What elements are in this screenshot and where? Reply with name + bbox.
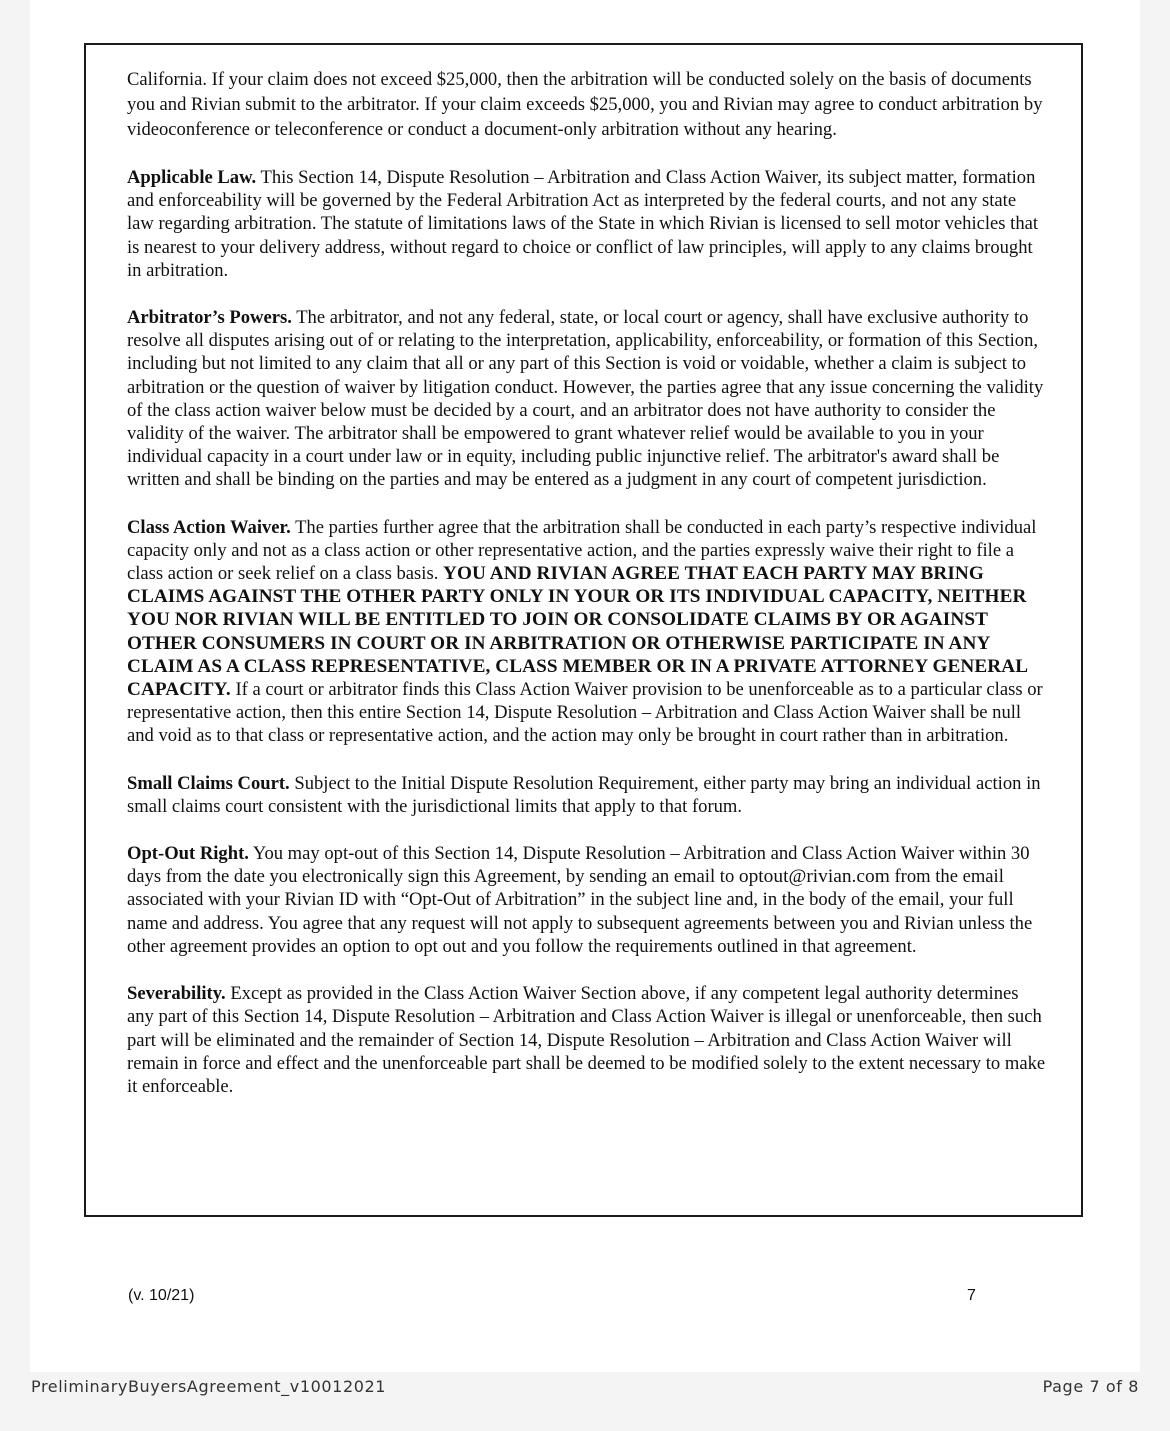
paragraph-text: California. If your claim does not exceed $25,000, then the arbitration will be conducted solely on the basis of documents you and Rivian submit to the arbitrator. If your claim exceeds $25,000, you and Rivian may agree to conduct arbitration by videoconference or teleconference or conduct a document-only arbitration without any hearing.	[127, 69, 1043, 140]
paragraph-heading: Class Action Waiver.	[127, 516, 291, 538]
paragraph-heading: Opt-Out Right.	[127, 843, 249, 865]
opt-out-email: optout@rivian.com	[738, 866, 890, 888]
section-content	[127, 67, 1047, 1122]
paragraph-text: You may opt-out of this Section 14, Dispute Resolution – Arbitration and Class Action Waiver within 30 days from the date you electronically sign this Agreement, by sending an email to	[127, 843, 1030, 888]
paragraph-text: The parties further agree that the arbitration shall be conducted in each party’s respective individual capacity only and not as a class action or other representative action, and the parties expressly waive their right to file a class action or seek relief on a class basis.	[127, 516, 1037, 585]
footer-version: (v. 10/21)	[128, 1287, 195, 1304]
document-page[interactable]	[30, 0, 1140, 1372]
page-indicator: Page 7 of 8	[1042, 1377, 1139, 1396]
paragraph-emphasis-text: YOU AND RIVIAN AGREE THAT EACH PARTY MAY BRING CLAIMS AGAINST THE OTHER PARTY ONLY IN YOUR OR ITS INDIVIDUAL CAPACITY, NEITHER YOU NOR RIVIAN WILL BE ENTITLED TO JOIN OR CONSOLIDATE CLAIMS BY OR AGAINST OTHER CONSUMERS IN COURT OR IN ARBITRATION OR OTHERWISE PARTICIPATE IN ANY CLAIM AS A CLASS REPRESENTATIVE, CLASS MEMBER OR IN A PRIVATE ATTORNEY GENERAL CAPACITY.	[127, 563, 1028, 701]
document-file-name: PreliminaryBuyersAgreement_v10012021	[31, 1377, 387, 1396]
footer-page-number: 7	[967, 1287, 976, 1304]
paragraph-text-after: If a court or arbitrator finds this Class Action Waiver provision to be unenforceable as to a particular class or representative action, then this entire Section 14, Dispute Resolution – Arbitration and Class Action Waiver shall be null and void as to that class or representative action, and the action may only be brought in court rather than in arbitration.	[127, 679, 1043, 747]
paragraph-text-after: from the email associated with your Rivian ID with “Opt-Out of Arbitration” in the subject line and, in the body of the email, your full name and address. You agree that any request will not apply to subsequent agreements between you and Rivian unless the other agreement provides an option to opt out and you follow the requirements outlined in that agreement.	[127, 866, 1033, 957]
paragraph-severability	[127, 982, 1047, 1098]
paragraph-applicable-law	[127, 166, 1047, 282]
paragraph-class-action-waiver	[127, 516, 1047, 748]
paragraph-heading: Severability.	[127, 983, 226, 1005]
paragraph-text: Subject to the Initial Dispute Resolution Requirement, either party may bring an individual action in small claims court consistent with the jurisdictional limits that apply to that forum.	[127, 772, 1041, 817]
paragraph-heading: Small Claims Court.	[127, 772, 290, 794]
paragraph-arbitrators-powers	[127, 306, 1047, 492]
paragraph-text: The arbitrator, and not any federal, state, or local court or agency, shall have exclusive authority to resolve all disputes arising out of or relating to the interpretation, applicability, enforceability, or formation of this Section, including but not limited to any claim that all or any part of this Section is void or voidable, whether a claim is subject to arbitration or the question of waiver by litigation conduct. However, the parties agree that any issue concerning the validity of the class action waiver below must be decided by a court, and an arbitrator does not have authority to consider the validity of the waiver. The arbitrator shall be empowered to grant whatever relief would be available to you in your individual capacity in a court under law or in equity, including public injunctive relief. The arbitrator's award shall be written and shall be binding on the parties and may be entered as a judgment in any court of competent jurisdiction.	[127, 307, 1044, 491]
paragraph-small-claims-court	[127, 772, 1047, 818]
paragraph-california-arbitration	[127, 67, 1047, 142]
paragraph-text: Except as provided in the Class Action Waiver Section above, if any competent legal authority determines any part of this Section 14, Dispute Resolution – Arbitration and Class Action Waiver is illegal or unenforceable, then such part will be eliminated and the remainder of Section 14, Dispute Resolution – Arbitration and Class Action Waiver will remain in force and effect and the unenforceable part shall be deemed to be modified solely to the extent necessary to make it enforceable.	[127, 983, 1046, 1097]
paragraph-text: This Section 14, Dispute Resolution – Arbitration and Class Action Waiver, its subject matter, formation and enforceability will be governed by the Federal Arbitration Act as interpreted by the federal courts, and not any state law regarding arbitration. The statute of limitations laws of the State in which Rivian is licensed to sell motor vehicles that is nearest to your delivery address, without regard to choice or conflict of law principles, will apply to any claims brought in arbitration.	[127, 167, 1039, 281]
paragraph-heading: Arbitrator’s Powers.	[127, 307, 292, 329]
paragraph-opt-out-right	[127, 842, 1047, 958]
paragraph-heading: Applicable Law.	[127, 167, 257, 188]
